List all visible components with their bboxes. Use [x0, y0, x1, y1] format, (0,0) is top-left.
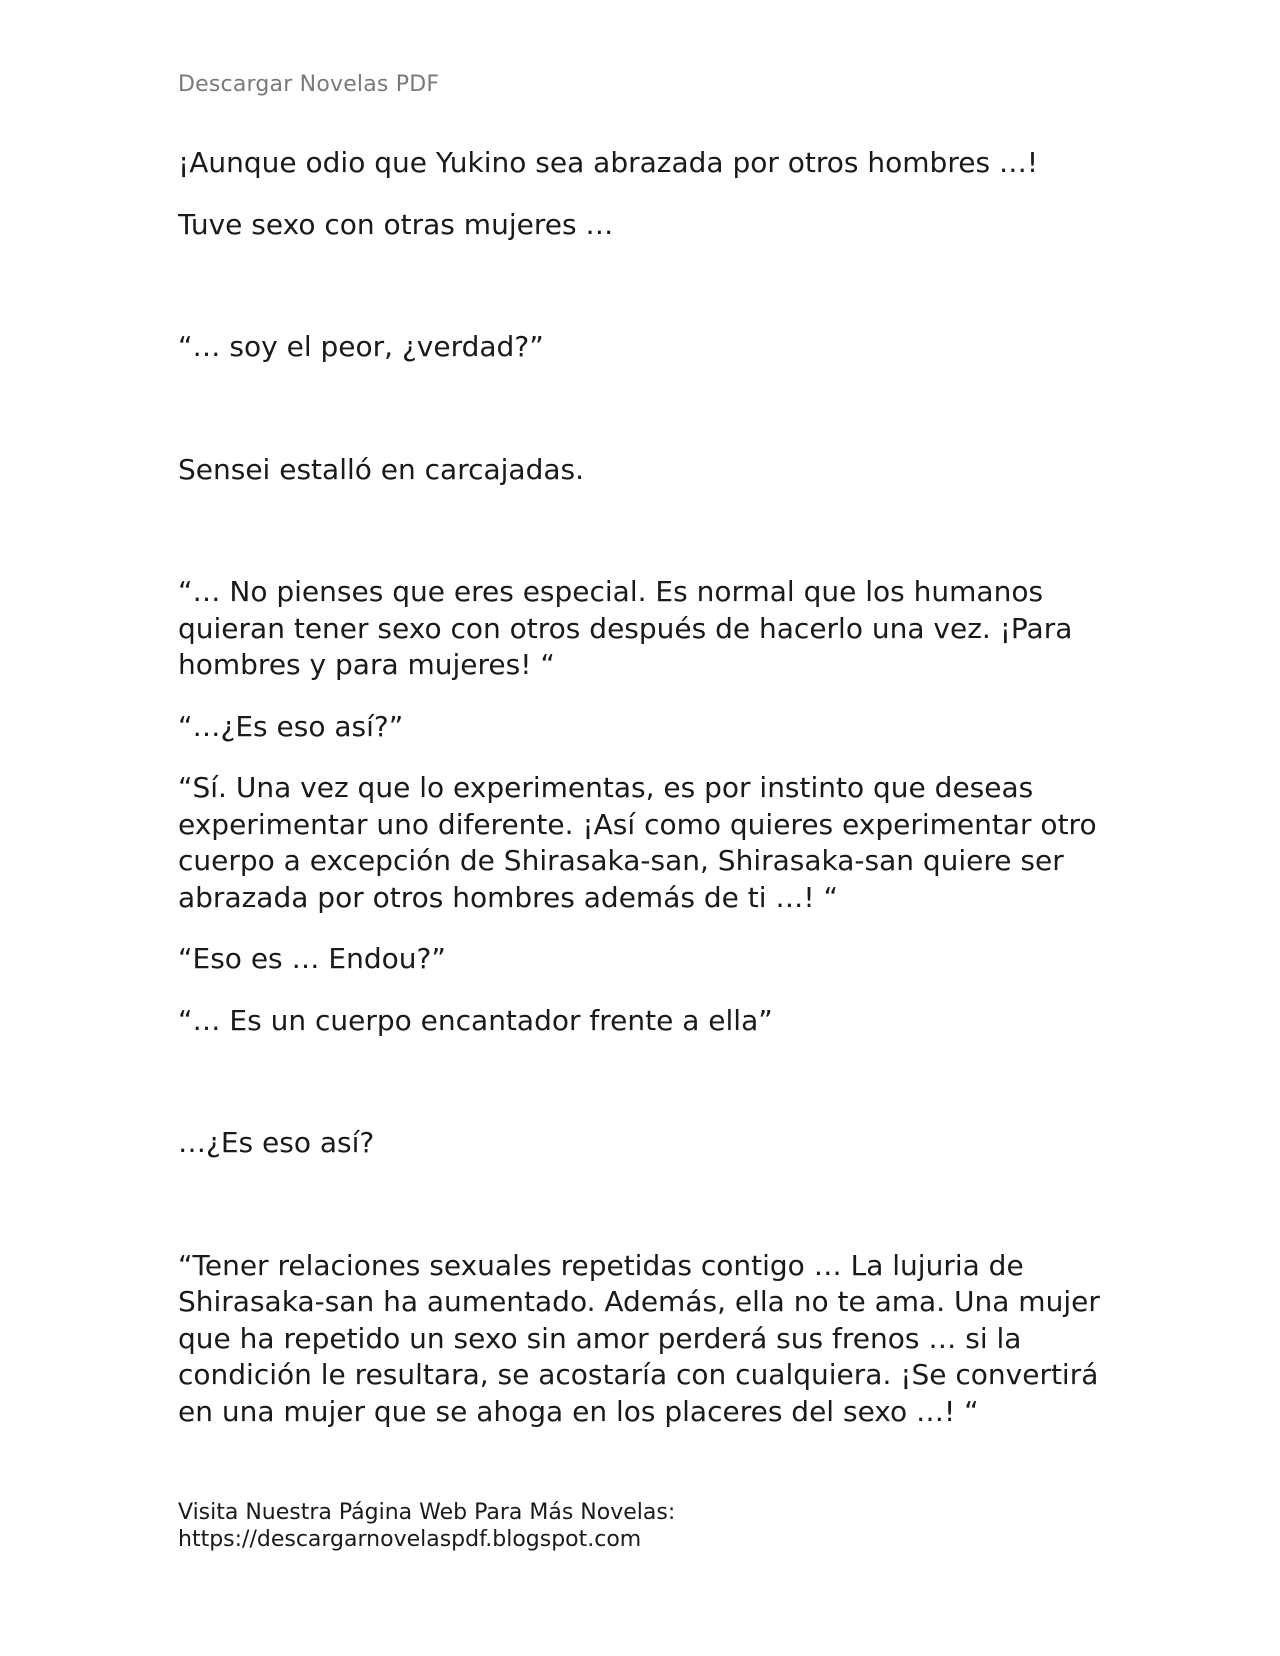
document-page [178, 0, 1108, 1656]
paragraph: Sensei estalló en carcajadas. [178, 452, 585, 486]
paragraph: “… No pienses que eres especial. Es normal que los humanos quieran tener sexo con otros después de hacerlo una vez. ¡Para hombres y para mujeres! “ [178, 575, 1073, 681]
footer-website-url[interactable]: https://descargarnovelaspdf.blogspot.com [178, 1527, 642, 1552]
paragraph: “Tener relaciones sexuales repetidas contigo … La lujuria de Shirasaka-san ha aumentado. Además, ella no te ama. Una mujer que ha repetido un sexo sin amor perderá sus frenos … si la condición le resultara, se acostaría con cualquiera. ¡Se convertirá en una mujer que se ahoga en los placeres del sexo …! “ [178, 1248, 1100, 1428]
paragraph: Tuve sexo con otras mujeres … [178, 207, 614, 241]
page-footer [178, 1499, 675, 1553]
paragraph: “Eso es … Endou?” [178, 942, 446, 975]
paragraph: “… soy el peor, ¿verdad?” [178, 330, 544, 363]
novel-text [178, 145, 1108, 1430]
paragraph: “…¿Es eso así?” [178, 709, 404, 743]
footer-promo-text: Visita Nuestra Página Web Para Más Novelas: [178, 1500, 676, 1525]
paragraph: “… Es un cuerpo encantador frente a ella” [178, 1003, 773, 1037]
paragraph: “Sí. Una vez que lo experimentas, es por instinto que deseas experimentar uno diferente. ¡Así como quieres experimentar otro cuerpo a excepción de Shirasaka-san, Shirasaka-san quiere ser abrazada por otros hombres además de ti …! “ [178, 771, 1097, 914]
paragraph: ¡Aunque odio que Yukino sea abrazada por otros hombres …! [178, 146, 1039, 179]
site-header: Descargar Novelas PDF [178, 72, 440, 97]
paragraph: …¿Es eso así? [178, 1126, 375, 1159]
